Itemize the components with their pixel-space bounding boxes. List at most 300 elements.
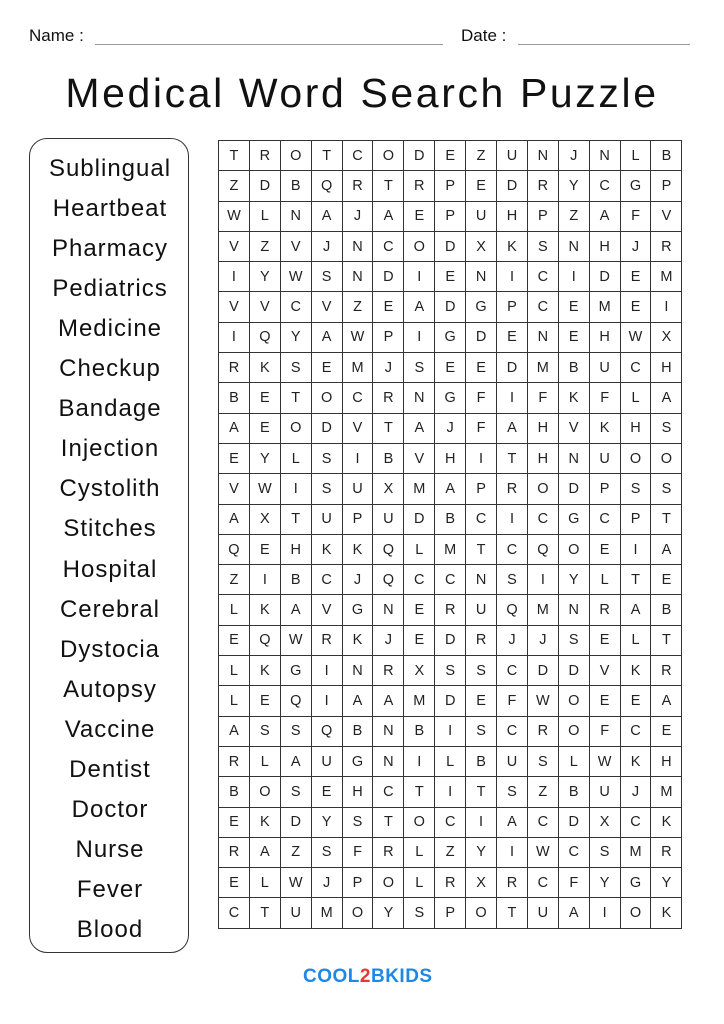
- grid-cell[interactable]: U: [373, 505, 404, 535]
- grid-cell[interactable]: S: [343, 808, 374, 838]
- grid-cell[interactable]: C: [312, 565, 343, 595]
- grid-cell[interactable]: X: [466, 232, 497, 262]
- grid-cell[interactable]: R: [219, 747, 250, 777]
- grid-cell[interactable]: R: [373, 656, 404, 686]
- grid-cell[interactable]: P: [373, 323, 404, 353]
- grid-cell[interactable]: E: [404, 202, 435, 232]
- grid-cell[interactable]: J: [621, 232, 652, 262]
- grid-cell[interactable]: V: [343, 414, 374, 444]
- grid-cell[interactable]: S: [250, 717, 281, 747]
- grid-cell[interactable]: O: [528, 474, 559, 504]
- grid-cell[interactable]: V: [250, 292, 281, 322]
- grid-cell[interactable]: L: [559, 747, 590, 777]
- grid-cell[interactable]: F: [590, 717, 621, 747]
- grid-cell[interactable]: Q: [219, 535, 250, 565]
- grid-cell[interactable]: P: [435, 171, 466, 201]
- grid-cell[interactable]: N: [281, 202, 312, 232]
- grid-cell[interactable]: B: [281, 171, 312, 201]
- grid-cell[interactable]: H: [590, 232, 621, 262]
- grid-cell[interactable]: J: [343, 565, 374, 595]
- grid-cell[interactable]: I: [559, 262, 590, 292]
- grid-cell[interactable]: Y: [651, 868, 682, 898]
- grid-cell[interactable]: M: [651, 262, 682, 292]
- grid-cell[interactable]: S: [312, 444, 343, 474]
- grid-cell[interactable]: K: [497, 232, 528, 262]
- grid-cell[interactable]: U: [466, 595, 497, 625]
- grid-cell[interactable]: U: [528, 898, 559, 928]
- grid-cell[interactable]: S: [651, 474, 682, 504]
- grid-cell[interactable]: W: [343, 323, 374, 353]
- grid-cell[interactable]: R: [219, 353, 250, 383]
- grid-cell[interactable]: C: [497, 535, 528, 565]
- grid-cell[interactable]: L: [281, 444, 312, 474]
- grid-cell[interactable]: S: [497, 565, 528, 595]
- grid-cell[interactable]: Z: [435, 838, 466, 868]
- grid-cell[interactable]: R: [250, 141, 281, 171]
- grid-cell[interactable]: C: [466, 505, 497, 535]
- grid-cell[interactable]: M: [590, 292, 621, 322]
- grid-cell[interactable]: O: [559, 686, 590, 716]
- grid-cell[interactable]: U: [312, 747, 343, 777]
- grid-cell[interactable]: W: [528, 686, 559, 716]
- grid-cell[interactable]: W: [528, 838, 559, 868]
- grid-cell[interactable]: E: [621, 686, 652, 716]
- grid-cell[interactable]: E: [404, 595, 435, 625]
- grid-cell[interactable]: U: [497, 747, 528, 777]
- grid-cell[interactable]: G: [343, 747, 374, 777]
- grid-cell[interactable]: E: [590, 626, 621, 656]
- grid-cell[interactable]: O: [621, 444, 652, 474]
- grid-cell[interactable]: E: [219, 868, 250, 898]
- grid-cell[interactable]: F: [466, 414, 497, 444]
- grid-cell[interactable]: Q: [312, 717, 343, 747]
- grid-cell[interactable]: M: [435, 535, 466, 565]
- grid-cell[interactable]: S: [651, 414, 682, 444]
- grid-cell[interactable]: S: [466, 656, 497, 686]
- name-line[interactable]: [95, 44, 443, 45]
- grid-cell[interactable]: P: [590, 474, 621, 504]
- grid-cell[interactable]: H: [590, 323, 621, 353]
- grid-cell[interactable]: U: [312, 505, 343, 535]
- grid-cell[interactable]: I: [621, 535, 652, 565]
- grid-cell[interactable]: A: [219, 414, 250, 444]
- grid-cell[interactable]: H: [343, 777, 374, 807]
- grid-cell[interactable]: F: [528, 383, 559, 413]
- grid-cell[interactable]: M: [404, 686, 435, 716]
- grid-cell[interactable]: B: [651, 595, 682, 625]
- grid-cell[interactable]: X: [373, 474, 404, 504]
- grid-cell[interactable]: V: [312, 292, 343, 322]
- grid-cell[interactable]: R: [528, 717, 559, 747]
- grid-cell[interactable]: I: [219, 323, 250, 353]
- grid-cell[interactable]: V: [651, 202, 682, 232]
- grid-cell[interactable]: C: [621, 808, 652, 838]
- grid-cell[interactable]: Y: [250, 262, 281, 292]
- grid-cell[interactable]: B: [466, 747, 497, 777]
- grid-cell[interactable]: P: [343, 505, 374, 535]
- grid-cell[interactable]: T: [404, 777, 435, 807]
- grid-cell[interactable]: Z: [250, 232, 281, 262]
- grid-cell[interactable]: D: [373, 262, 404, 292]
- grid-cell[interactable]: I: [435, 717, 466, 747]
- grid-cell[interactable]: N: [559, 595, 590, 625]
- grid-cell[interactable]: X: [590, 808, 621, 838]
- grid-cell[interactable]: C: [528, 868, 559, 898]
- grid-cell[interactable]: I: [404, 747, 435, 777]
- grid-cell[interactable]: I: [404, 262, 435, 292]
- grid-cell[interactable]: R: [435, 595, 466, 625]
- grid-cell[interactable]: O: [621, 898, 652, 928]
- grid-cell[interactable]: R: [590, 595, 621, 625]
- grid-cell[interactable]: M: [528, 595, 559, 625]
- grid-cell[interactable]: E: [466, 686, 497, 716]
- grid-cell[interactable]: L: [435, 747, 466, 777]
- grid-cell[interactable]: B: [373, 444, 404, 474]
- grid-cell[interactable]: E: [590, 535, 621, 565]
- grid-cell[interactable]: O: [373, 141, 404, 171]
- grid-cell[interactable]: R: [404, 171, 435, 201]
- grid-cell[interactable]: C: [497, 717, 528, 747]
- grid-cell[interactable]: D: [312, 414, 343, 444]
- grid-cell[interactable]: A: [312, 323, 343, 353]
- grid-cell[interactable]: F: [343, 838, 374, 868]
- grid-cell[interactable]: R: [466, 626, 497, 656]
- grid-cell[interactable]: S: [590, 838, 621, 868]
- grid-cell[interactable]: J: [621, 777, 652, 807]
- grid-cell[interactable]: N: [404, 383, 435, 413]
- grid-cell[interactable]: G: [343, 595, 374, 625]
- grid-cell[interactable]: E: [373, 292, 404, 322]
- grid-cell[interactable]: V: [559, 414, 590, 444]
- grid-cell[interactable]: E: [250, 414, 281, 444]
- grid-cell[interactable]: C: [343, 383, 374, 413]
- grid-cell[interactable]: A: [651, 535, 682, 565]
- grid-cell[interactable]: D: [435, 686, 466, 716]
- grid-cell[interactable]: B: [219, 383, 250, 413]
- grid-cell[interactable]: R: [497, 868, 528, 898]
- grid-cell[interactable]: L: [621, 626, 652, 656]
- grid-cell[interactable]: C: [559, 838, 590, 868]
- grid-cell[interactable]: G: [281, 656, 312, 686]
- grid-cell[interactable]: O: [466, 898, 497, 928]
- grid-cell[interactable]: D: [281, 808, 312, 838]
- grid-cell[interactable]: M: [528, 353, 559, 383]
- grid-cell[interactable]: W: [281, 868, 312, 898]
- grid-cell[interactable]: E: [621, 292, 652, 322]
- grid-cell[interactable]: H: [621, 414, 652, 444]
- grid-cell[interactable]: N: [590, 141, 621, 171]
- grid-cell[interactable]: K: [343, 626, 374, 656]
- grid-cell[interactable]: A: [312, 202, 343, 232]
- grid-cell[interactable]: J: [373, 626, 404, 656]
- grid-cell[interactable]: I: [435, 777, 466, 807]
- grid-cell[interactable]: E: [250, 383, 281, 413]
- grid-cell[interactable]: D: [497, 171, 528, 201]
- grid-cell[interactable]: E: [435, 141, 466, 171]
- grid-cell[interactable]: P: [435, 898, 466, 928]
- grid-cell[interactable]: H: [497, 202, 528, 232]
- grid-cell[interactable]: D: [435, 292, 466, 322]
- grid-cell[interactable]: Q: [373, 565, 404, 595]
- grid-cell[interactable]: M: [343, 353, 374, 383]
- grid-cell[interactable]: A: [373, 686, 404, 716]
- grid-cell[interactable]: X: [651, 323, 682, 353]
- date-line[interactable]: [518, 44, 690, 45]
- grid-cell[interactable]: I: [281, 474, 312, 504]
- grid-cell[interactable]: K: [343, 535, 374, 565]
- grid-cell[interactable]: G: [559, 505, 590, 535]
- grid-cell[interactable]: O: [281, 414, 312, 444]
- grid-cell[interactable]: Y: [373, 898, 404, 928]
- grid-cell[interactable]: O: [281, 141, 312, 171]
- grid-cell[interactable]: Q: [250, 626, 281, 656]
- grid-cell[interactable]: R: [373, 838, 404, 868]
- grid-cell[interactable]: K: [250, 656, 281, 686]
- grid-cell[interactable]: U: [497, 141, 528, 171]
- grid-cell[interactable]: E: [466, 353, 497, 383]
- grid-cell[interactable]: O: [343, 898, 374, 928]
- grid-cell[interactable]: Q: [373, 535, 404, 565]
- grid-cell[interactable]: I: [497, 505, 528, 535]
- grid-cell[interactable]: A: [621, 595, 652, 625]
- grid-cell[interactable]: W: [621, 323, 652, 353]
- grid-cell[interactable]: C: [435, 808, 466, 838]
- grid-cell[interactable]: V: [590, 656, 621, 686]
- grid-cell[interactable]: O: [559, 535, 590, 565]
- grid-cell[interactable]: S: [312, 838, 343, 868]
- grid-cell[interactable]: J: [497, 626, 528, 656]
- grid-cell[interactable]: V: [312, 595, 343, 625]
- grid-cell[interactable]: C: [497, 656, 528, 686]
- grid-cell[interactable]: S: [312, 474, 343, 504]
- grid-cell[interactable]: A: [373, 202, 404, 232]
- grid-cell[interactable]: O: [651, 444, 682, 474]
- grid-cell[interactable]: Z: [219, 171, 250, 201]
- grid-cell[interactable]: B: [559, 353, 590, 383]
- grid-cell[interactable]: N: [373, 595, 404, 625]
- grid-cell[interactable]: S: [466, 717, 497, 747]
- grid-cell[interactable]: A: [404, 292, 435, 322]
- grid-cell[interactable]: R: [651, 838, 682, 868]
- grid-cell[interactable]: T: [497, 898, 528, 928]
- grid-cell[interactable]: J: [373, 353, 404, 383]
- grid-cell[interactable]: S: [404, 898, 435, 928]
- grid-cell[interactable]: N: [373, 717, 404, 747]
- grid-cell[interactable]: D: [466, 323, 497, 353]
- grid-cell[interactable]: Z: [528, 777, 559, 807]
- grid-cell[interactable]: H: [651, 747, 682, 777]
- grid-cell[interactable]: S: [497, 777, 528, 807]
- grid-cell[interactable]: I: [219, 262, 250, 292]
- grid-cell[interactable]: N: [343, 232, 374, 262]
- grid-cell[interactable]: R: [373, 383, 404, 413]
- grid-cell[interactable]: C: [528, 292, 559, 322]
- grid-cell[interactable]: C: [404, 565, 435, 595]
- grid-cell[interactable]: L: [250, 202, 281, 232]
- grid-cell[interactable]: W: [281, 626, 312, 656]
- grid-cell[interactable]: T: [373, 171, 404, 201]
- grid-cell[interactable]: C: [621, 717, 652, 747]
- grid-cell[interactable]: Z: [343, 292, 374, 322]
- grid-cell[interactable]: K: [621, 656, 652, 686]
- grid-cell[interactable]: I: [528, 565, 559, 595]
- grid-cell[interactable]: S: [559, 626, 590, 656]
- grid-cell[interactable]: N: [559, 232, 590, 262]
- grid-cell[interactable]: E: [435, 353, 466, 383]
- grid-cell[interactable]: E: [435, 262, 466, 292]
- grid-cell[interactable]: G: [435, 383, 466, 413]
- grid-cell[interactable]: S: [281, 777, 312, 807]
- grid-cell[interactable]: L: [621, 141, 652, 171]
- grid-cell[interactable]: K: [559, 383, 590, 413]
- grid-cell[interactable]: Y: [559, 565, 590, 595]
- grid-cell[interactable]: O: [404, 808, 435, 838]
- grid-cell[interactable]: F: [590, 383, 621, 413]
- grid-cell[interactable]: V: [219, 232, 250, 262]
- grid-cell[interactable]: R: [497, 474, 528, 504]
- grid-cell[interactable]: I: [590, 898, 621, 928]
- grid-cell[interactable]: L: [621, 383, 652, 413]
- grid-cell[interactable]: E: [497, 323, 528, 353]
- grid-cell[interactable]: D: [435, 232, 466, 262]
- grid-cell[interactable]: N: [559, 444, 590, 474]
- grid-cell[interactable]: G: [466, 292, 497, 322]
- grid-cell[interactable]: Q: [250, 323, 281, 353]
- grid-cell[interactable]: L: [404, 838, 435, 868]
- grid-cell[interactable]: T: [466, 777, 497, 807]
- grid-cell[interactable]: K: [250, 353, 281, 383]
- grid-cell[interactable]: Y: [312, 808, 343, 838]
- grid-cell[interactable]: Q: [528, 535, 559, 565]
- grid-cell[interactable]: H: [651, 353, 682, 383]
- grid-cell[interactable]: O: [312, 383, 343, 413]
- grid-cell[interactable]: A: [590, 202, 621, 232]
- grid-cell[interactable]: H: [528, 414, 559, 444]
- grid-cell[interactable]: C: [590, 505, 621, 535]
- grid-cell[interactable]: J: [559, 141, 590, 171]
- grid-cell[interactable]: K: [651, 898, 682, 928]
- grid-cell[interactable]: J: [343, 202, 374, 232]
- grid-cell[interactable]: L: [250, 868, 281, 898]
- grid-cell[interactable]: I: [250, 565, 281, 595]
- grid-cell[interactable]: C: [219, 898, 250, 928]
- grid-cell[interactable]: D: [250, 171, 281, 201]
- grid-cell[interactable]: K: [250, 595, 281, 625]
- grid-cell[interactable]: E: [250, 686, 281, 716]
- grid-cell[interactable]: F: [497, 686, 528, 716]
- grid-cell[interactable]: N: [528, 141, 559, 171]
- grid-cell[interactable]: W: [219, 202, 250, 232]
- grid-cell[interactable]: P: [497, 292, 528, 322]
- grid-cell[interactable]: I: [343, 444, 374, 474]
- grid-cell[interactable]: F: [466, 383, 497, 413]
- grid-cell[interactable]: L: [219, 595, 250, 625]
- grid-cell[interactable]: A: [281, 595, 312, 625]
- grid-cell[interactable]: Q: [497, 595, 528, 625]
- grid-cell[interactable]: B: [651, 141, 682, 171]
- grid-cell[interactable]: V: [219, 292, 250, 322]
- grid-cell[interactable]: B: [281, 565, 312, 595]
- grid-cell[interactable]: T: [497, 444, 528, 474]
- grid-cell[interactable]: I: [651, 292, 682, 322]
- grid-cell[interactable]: C: [621, 353, 652, 383]
- grid-cell[interactable]: A: [651, 686, 682, 716]
- grid-cell[interactable]: S: [281, 353, 312, 383]
- grid-cell[interactable]: K: [621, 747, 652, 777]
- grid-cell[interactable]: Y: [559, 171, 590, 201]
- grid-cell[interactable]: U: [281, 898, 312, 928]
- grid-cell[interactable]: N: [466, 262, 497, 292]
- grid-cell[interactable]: E: [312, 353, 343, 383]
- grid-cell[interactable]: P: [528, 202, 559, 232]
- grid-cell[interactable]: E: [621, 262, 652, 292]
- grid-cell[interactable]: N: [466, 565, 497, 595]
- grid-cell[interactable]: P: [435, 202, 466, 232]
- grid-cell[interactable]: I: [497, 838, 528, 868]
- grid-cell[interactable]: U: [466, 202, 497, 232]
- grid-cell[interactable]: N: [528, 323, 559, 353]
- grid-cell[interactable]: E: [559, 292, 590, 322]
- grid-cell[interactable]: M: [312, 898, 343, 928]
- grid-cell[interactable]: E: [590, 686, 621, 716]
- grid-cell[interactable]: Y: [250, 444, 281, 474]
- grid-cell[interactable]: T: [651, 505, 682, 535]
- grid-cell[interactable]: T: [281, 383, 312, 413]
- grid-cell[interactable]: Q: [312, 171, 343, 201]
- grid-cell[interactable]: O: [559, 717, 590, 747]
- grid-cell[interactable]: W: [590, 747, 621, 777]
- grid-cell[interactable]: J: [312, 232, 343, 262]
- grid-cell[interactable]: V: [281, 232, 312, 262]
- grid-cell[interactable]: U: [343, 474, 374, 504]
- grid-cell[interactable]: R: [312, 626, 343, 656]
- grid-cell[interactable]: J: [528, 626, 559, 656]
- grid-cell[interactable]: T: [312, 141, 343, 171]
- grid-cell[interactable]: Y: [281, 323, 312, 353]
- grid-cell[interactable]: A: [559, 898, 590, 928]
- grid-cell[interactable]: R: [528, 171, 559, 201]
- grid-cell[interactable]: C: [343, 141, 374, 171]
- grid-cell[interactable]: G: [621, 171, 652, 201]
- grid-cell[interactable]: A: [281, 747, 312, 777]
- grid-cell[interactable]: L: [404, 868, 435, 898]
- grid-cell[interactable]: K: [312, 535, 343, 565]
- grid-cell[interactable]: D: [404, 505, 435, 535]
- grid-cell[interactable]: D: [559, 474, 590, 504]
- grid-cell[interactable]: N: [373, 747, 404, 777]
- grid-cell[interactable]: E: [219, 808, 250, 838]
- grid-cell[interactable]: D: [404, 141, 435, 171]
- grid-cell[interactable]: E: [219, 626, 250, 656]
- grid-cell[interactable]: L: [219, 656, 250, 686]
- grid-cell[interactable]: N: [343, 656, 374, 686]
- grid-cell[interactable]: C: [373, 777, 404, 807]
- grid-cell[interactable]: C: [528, 808, 559, 838]
- grid-cell[interactable]: T: [281, 505, 312, 535]
- grid-cell[interactable]: A: [404, 414, 435, 444]
- grid-cell[interactable]: U: [590, 777, 621, 807]
- grid-cell[interactable]: D: [590, 262, 621, 292]
- grid-cell[interactable]: S: [621, 474, 652, 504]
- grid-cell[interactable]: Z: [559, 202, 590, 232]
- grid-cell[interactable]: H: [281, 535, 312, 565]
- grid-cell[interactable]: J: [312, 868, 343, 898]
- grid-cell[interactable]: P: [651, 171, 682, 201]
- grid-cell[interactable]: I: [312, 656, 343, 686]
- grid-cell[interactable]: E: [219, 444, 250, 474]
- grid-cell[interactable]: L: [250, 747, 281, 777]
- grid-cell[interactable]: C: [435, 565, 466, 595]
